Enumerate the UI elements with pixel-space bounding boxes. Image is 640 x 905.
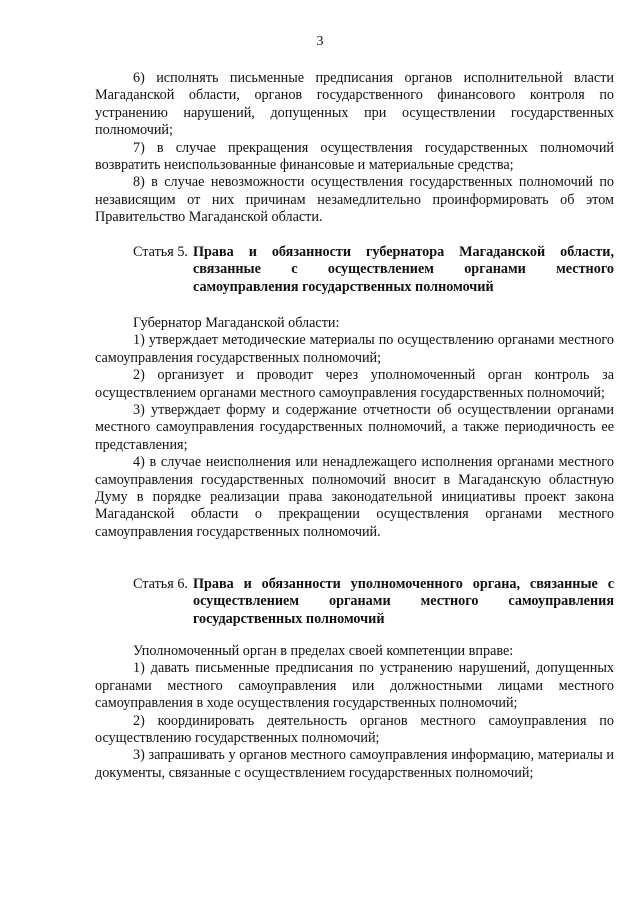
- article-title: Права и обязанности губернатора Магаданской области, связанные с осуществлением органами местного самоуправления государственных полномочий: [192, 244, 614, 295]
- list-item: 8) в случае невозможности осуществления государственных полномочий по независящим от них причинам незамедлительно проинформировать об этом Правительство Магаданской области.: [95, 174, 614, 226]
- article-label: Статья 6.: [133, 576, 188, 592]
- list-item: 3) утверждает форму и содержание отчетности об осуществлении органами местного самоуправления государственных полномочий, а также периодичность ее представления;: [95, 402, 614, 453]
- list-item: 2) организует и проводит через уполномоченный орган контроль за осуществлением органами местного самоуправления государственных полномочий;: [95, 367, 614, 401]
- list-item: 3) запрашивать у органов местного самоуправления информацию, материалы и документы, связанные с осуществлением государственных полномочий;: [95, 747, 614, 781]
- page-number: 3: [316, 34, 324, 49]
- article-label: Статья 5.: [133, 244, 188, 260]
- article4-continuation: [95, 70, 614, 227]
- article-title: Права и обязанности уполномоченного органа, связанные с осуществлением органами местного самоуправления государственных полномочий: [192, 576, 614, 627]
- article-5: [95, 244, 614, 296]
- article-6-body: [95, 643, 614, 782]
- article-intro: Губернатор Магаданской области:: [133, 315, 340, 331]
- article-heading: [95, 244, 614, 296]
- list-item: 4) в случае неисполнения или ненадлежащего исполнения органами местного самоуправления государственных полномочий вносит в Магаданскую областную Думу в порядке реализации права законодательной инициативы проект закона Магаданской области о прекращении осуществления органами местного самоуправления государственных полномочий.: [95, 454, 614, 540]
- article-6: [95, 576, 614, 628]
- list-item: 7) в случае прекращения осуществления государственных полномочий возвратить неиспользованные финансовые и материальные средства;: [95, 139, 614, 174]
- list-item: 1) давать письменные предписания по устранению нарушений, допущенных органами местного самоуправления или должностными лицами местного самоуправления в ходе осуществления государственных полномочий;: [95, 660, 614, 712]
- list-item: 2) координировать деятельность органов местного самоуправления по осуществлению государственных полномочий;: [95, 712, 614, 747]
- article-heading: [95, 576, 614, 628]
- article-intro: Уполномоченный орган в пределах своей компетенции вправе:: [133, 643, 514, 659]
- article-5-body: [95, 315, 614, 541]
- list-item: 1) утверждает методические материалы по осуществлению органами местного самоуправления государственных полномочий;: [95, 332, 614, 366]
- list-item: 6) исполнять письменные предписания органов исполнительной власти Магаданской области, органов государственного финансового контроля по устранению нарушений, допущенных при осуществлении государственных полномочий;: [95, 70, 614, 139]
